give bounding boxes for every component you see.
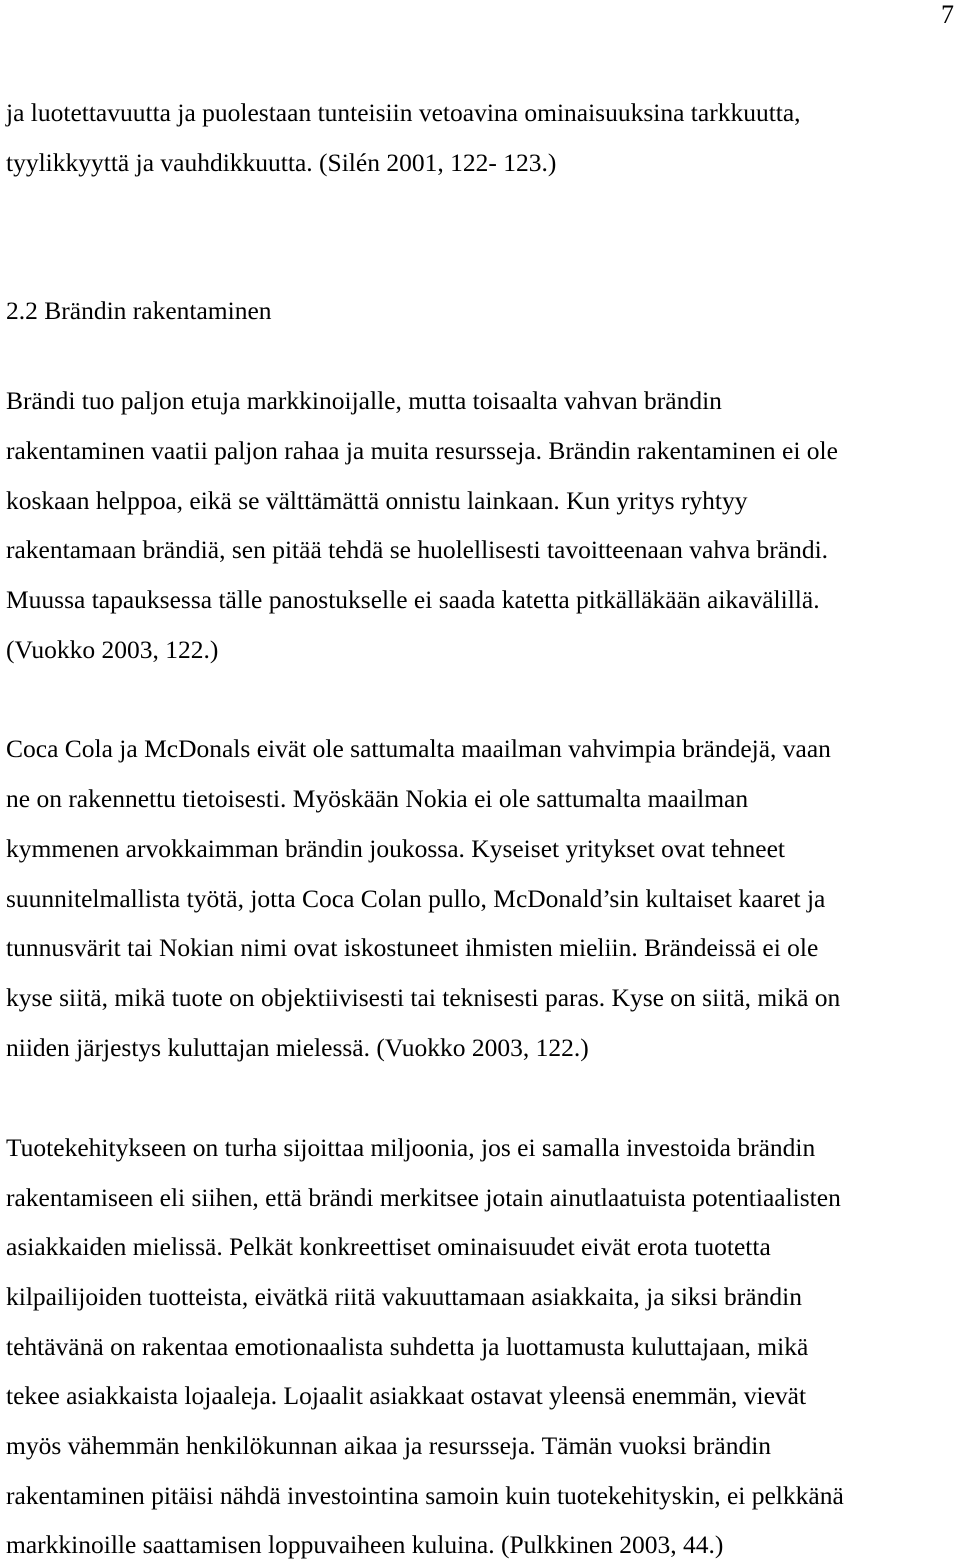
text-line: (Vuokko 2003, 122.) [6, 635, 219, 664]
text-line: kyse siitä, mikä tuote on objektiivisesti tai teknisesti paras. Kyse on siitä, mikä on [6, 983, 841, 1012]
text-line: rakentaminen vaatii paljon rahaa ja muita resursseja. Brändin rakentaminen ei ole [6, 436, 838, 465]
text-line: ne on rakennettu tietoisesti. Myöskään Nokia ei ole sattumalta maailman [6, 784, 749, 813]
text-line: myös vähemmän henkilökunnan aikaa ja resursseja. Tämän vuoksi brändin [6, 1431, 772, 1460]
text-line: kymmenen arvokkaimman brändin joukossa. Kyseiset yritykset ovat tehneet [6, 834, 785, 863]
text-line: Muussa tapauksessa tälle panostukselle ei saada katetta pitkälläkään aikavälillä. [6, 585, 820, 614]
text-line: tehtävänä on rakentaa emotionaalista suhdetta ja luottamusta kuluttajaan, mikä [6, 1332, 809, 1361]
text-line: tunnusvärit tai Nokian nimi ovat iskostuneet ihmisten mieliin. Brändeissä ei ole [6, 933, 819, 962]
text-line: ja luotettavuutta ja puolestaan tunteisiin vetoavina ominaisuuksina tarkkuutta, [6, 98, 801, 127]
text-line: suunnitelmallista työtä, jotta Coca Colan pullo, McDonald’sin kultaiset kaaret ja [6, 884, 826, 913]
text-line: markkinoille saattamisen loppuvaiheen kuluina. (Pulkkinen 2003, 44.) [6, 1530, 724, 1559]
text-line: Coca Cola ja McDonals eivät ole sattumalta maailman vahvimpia brändejä, vaan [6, 734, 831, 763]
page-number: 7 [941, 0, 954, 29]
text-line: tyylikkyyttä ja vauhdikkuutta. (Silén 2001, 122- 123.) [6, 148, 557, 177]
text-line: Brändi tuo paljon etuja markkinoijalle, mutta toisaalta vahvan brändin [6, 386, 722, 415]
text-line: rakentamaan brändiä, sen pitää tehdä se huolellisesti tavoitteenaan vahva brändi. [6, 535, 829, 564]
text-line: Tuotekehitykseen on turha sijoittaa miljoonia, jos ei samalla investoida brändin [6, 1133, 816, 1162]
text-line: tekee asiakkaista lojaaleja. Lojaalit asiakkaat ostavat yleensä enemmän, vievät [6, 1381, 807, 1410]
section-heading: 2.2 Brändin rakentaminen [6, 296, 272, 325]
text-line: rakentamiseen eli siihen, että brändi merkitsee jotain ainutlaatuista potentiaalisten [6, 1183, 841, 1212]
text-line: rakentaminen pitäisi nähdä investointina samoin kuin tuotekehityskin, ei pelkkänä [6, 1481, 844, 1510]
text-line: kilpailijoiden tuotteista, eivätkä riitä vakuuttamaan asiakkaita, ja siksi brändin [6, 1282, 802, 1311]
text-line: niiden järjestys kuluttajan mielessä. (Vuokko 2003, 122.) [6, 1033, 589, 1062]
text-line: koskaan helppoa, eikä se välttämättä onnistu lainkaan. Kun yritys ryhtyy [6, 486, 748, 515]
text-line: asiakkaiden mielissä. Pelkät konkreettiset ominaisuudet eivät erota tuotetta [6, 1232, 771, 1261]
